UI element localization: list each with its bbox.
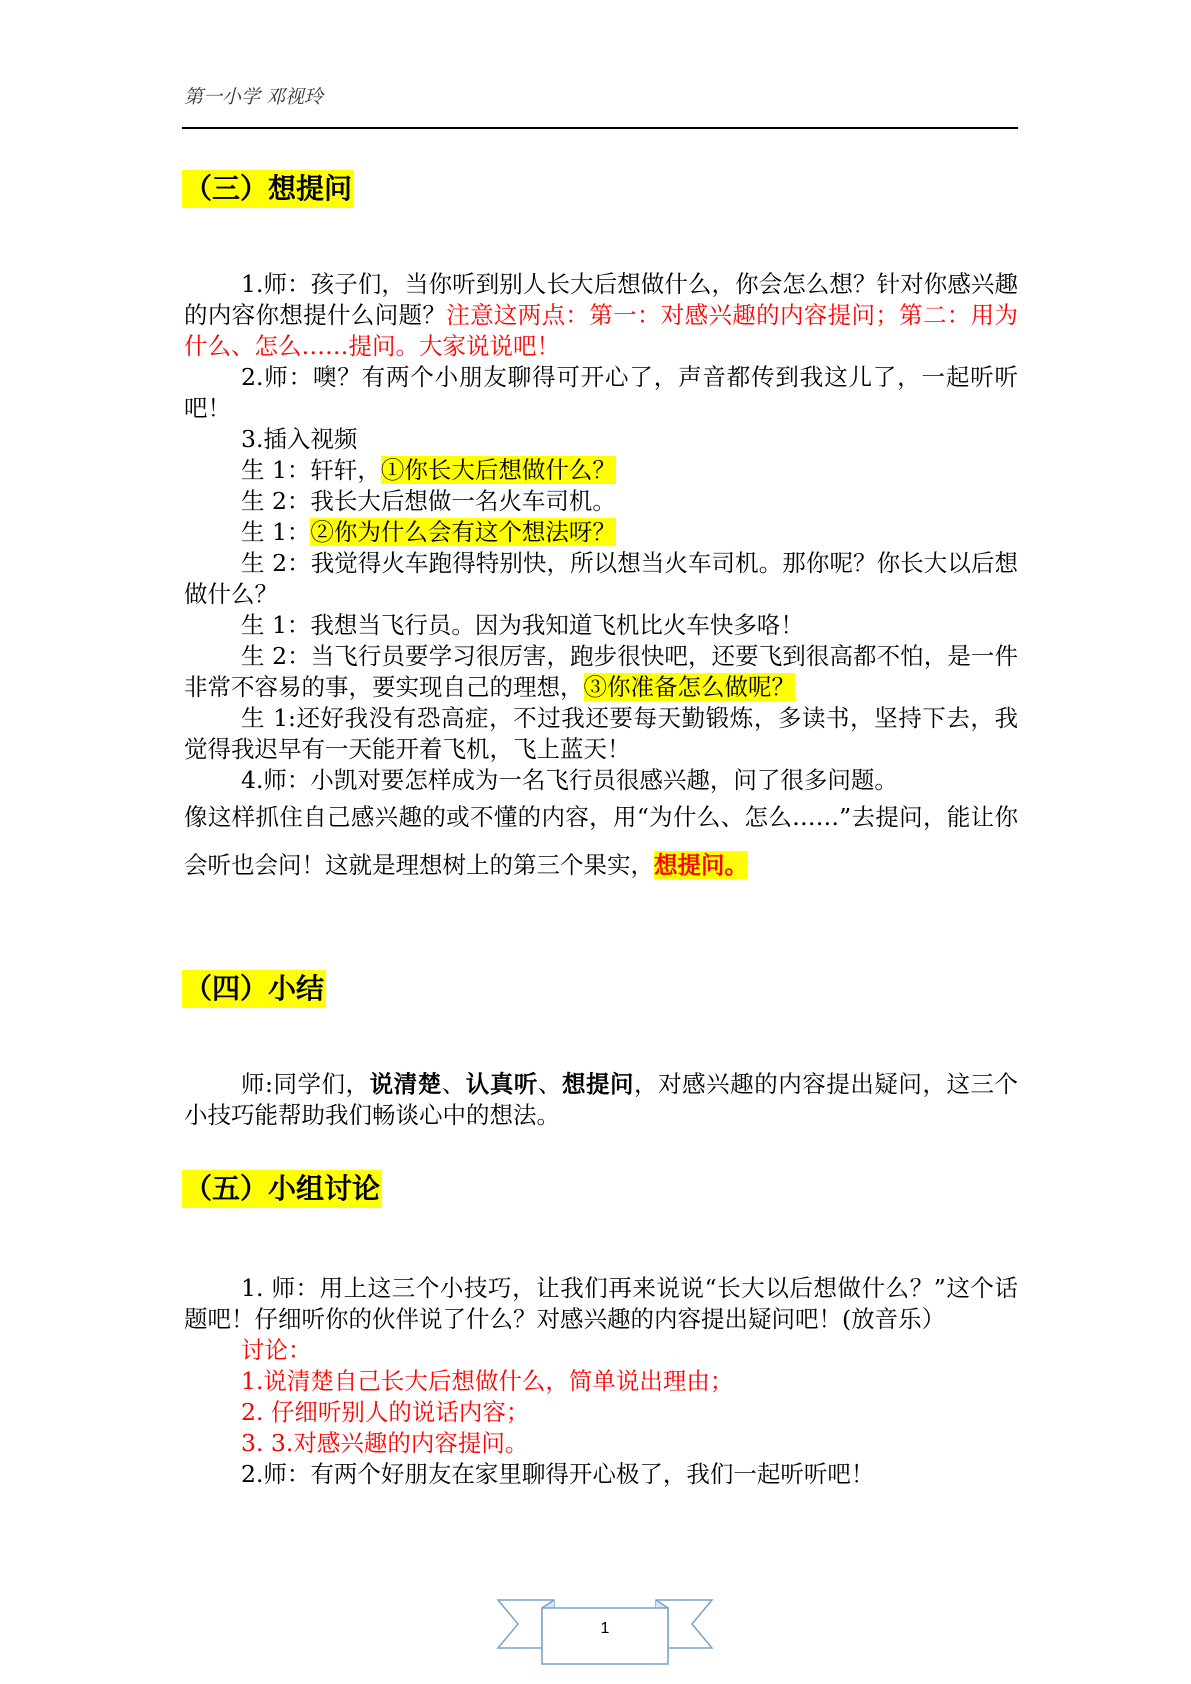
skill-keyword: 想提问 bbox=[561, 1070, 635, 1098]
section-heading-5: （五）小组讨论 bbox=[182, 1170, 382, 1208]
paragraph-2: 2.师：噢？有两个小朋友聊得可开心了，声音都传到我这儿了，一起听听吧！ bbox=[184, 363, 1018, 422]
paragraph-text: 师:同学们， bbox=[241, 1070, 370, 1098]
page-number-ribbon bbox=[496, 1590, 714, 1666]
dialogue-line-4: 生 2：我觉得火车跑得特别快，所以想当火车司机。那你呢？你长大以后想做什么？ bbox=[184, 549, 1018, 608]
highlighted-question: ②你为什么会有这个想法呀？ bbox=[310, 518, 616, 546]
red-note: 注意这两点：第一：对感兴趣的内容提问；第二：用为什么、怎么……提问。大家说说吧！ bbox=[184, 301, 1019, 360]
discussion-item-2: 2. 仔细听别人的说话内容； bbox=[241, 1398, 530, 1426]
speaker-text: 生 1：轩轩， bbox=[241, 456, 381, 484]
section-heading-3: （三）想提问 bbox=[182, 170, 354, 208]
paragraph-2: 2.师：有两个好朋友在家里聊得开心极了，我们一起听听吧！ bbox=[241, 1460, 875, 1488]
dialogue-line-7: 生 1:还好我没有恐高症，不过我还要每天勤锻炼，多读书，坚持下去，我觉得我迟早有一天能开着飞机，飞上蓝天！ bbox=[184, 704, 1018, 763]
dialogue-line-1 bbox=[184, 455, 1018, 486]
summary-paragraph bbox=[184, 1069, 1018, 1131]
discussion-item-3: 3. 3.对感兴趣的内容提问。 bbox=[241, 1429, 529, 1457]
dialogue-line-2: 生 2：我长大后想做一名火车司机。 bbox=[241, 487, 616, 515]
paragraph-3: 3.插入视频 bbox=[241, 425, 358, 453]
paragraph-1 bbox=[184, 269, 1018, 362]
speaker-text: 生 2：当飞行员要学习很厉害，跑步很快吧，还要飞到很高都不怕，是一件非常不容易的事，要实现自己的理想， bbox=[184, 642, 1018, 701]
skill-keyword: 说清楚 bbox=[369, 1070, 442, 1098]
highlighted-question: ③你准备怎么做呢？ bbox=[583, 673, 795, 701]
section-5-body bbox=[184, 1273, 1018, 1490]
paragraph-text: 像这样抓住自己感兴趣的或不懂的内容，用“为什么、怎么……”去提问，能让你会听也会问！这就是理想树上的第三个果实， bbox=[184, 803, 1018, 879]
paragraph-1: 1. 师：用上这三个小技巧，让我们再来说说“长大以后想做什么？”这个话题吧！仔细听你的伙伴说了什么？对感兴趣的内容提出疑问吧！(放音乐） bbox=[184, 1274, 1018, 1333]
paragraph-4-cont bbox=[184, 793, 1018, 889]
skill-keyword: 认真听 bbox=[465, 1070, 538, 1098]
paragraph-text: 1.师：孩子们，当你听到别人长大后想做什么，你会怎么想？针对你感兴趣的内容你想提什么问题？ bbox=[184, 270, 1018, 329]
dialogue-line-6 bbox=[184, 641, 1018, 703]
page-number: 1 bbox=[600, 1620, 610, 1637]
header-divider bbox=[182, 127, 1018, 129]
paragraph-4: 4.师：小凯对要怎样成为一名飞行员很感兴趣，问了很多问题。 bbox=[241, 766, 898, 794]
section-heading-4: （四）小结 bbox=[182, 970, 326, 1008]
highlighted-keyword: 想提问。 bbox=[654, 851, 748, 879]
section-4-body bbox=[184, 1069, 1018, 1131]
discussion-label: 讨论： bbox=[241, 1336, 312, 1364]
speaker-text: 生 1： bbox=[241, 518, 311, 546]
separator: 、 bbox=[537, 1070, 562, 1098]
dialogue-line-5: 生 1：我想当飞行员。因为我知道飞机比火车快多咯！ bbox=[241, 611, 804, 639]
page-header: 第一小学 邓视玲 bbox=[184, 86, 324, 108]
highlighted-question: ①你长大后想做什么？ bbox=[380, 456, 616, 484]
paragraph-text: ，对感兴趣的内容提出疑问，这三个小技巧能帮助我们畅谈心中的想法。 bbox=[184, 1070, 1019, 1129]
separator: 、 bbox=[441, 1070, 466, 1098]
discussion-item-1: 1.说清楚自己长大后想做什么，简单说出理由； bbox=[241, 1367, 734, 1395]
section-3-body bbox=[184, 269, 1018, 889]
dialogue-line-3 bbox=[184, 517, 1018, 548]
